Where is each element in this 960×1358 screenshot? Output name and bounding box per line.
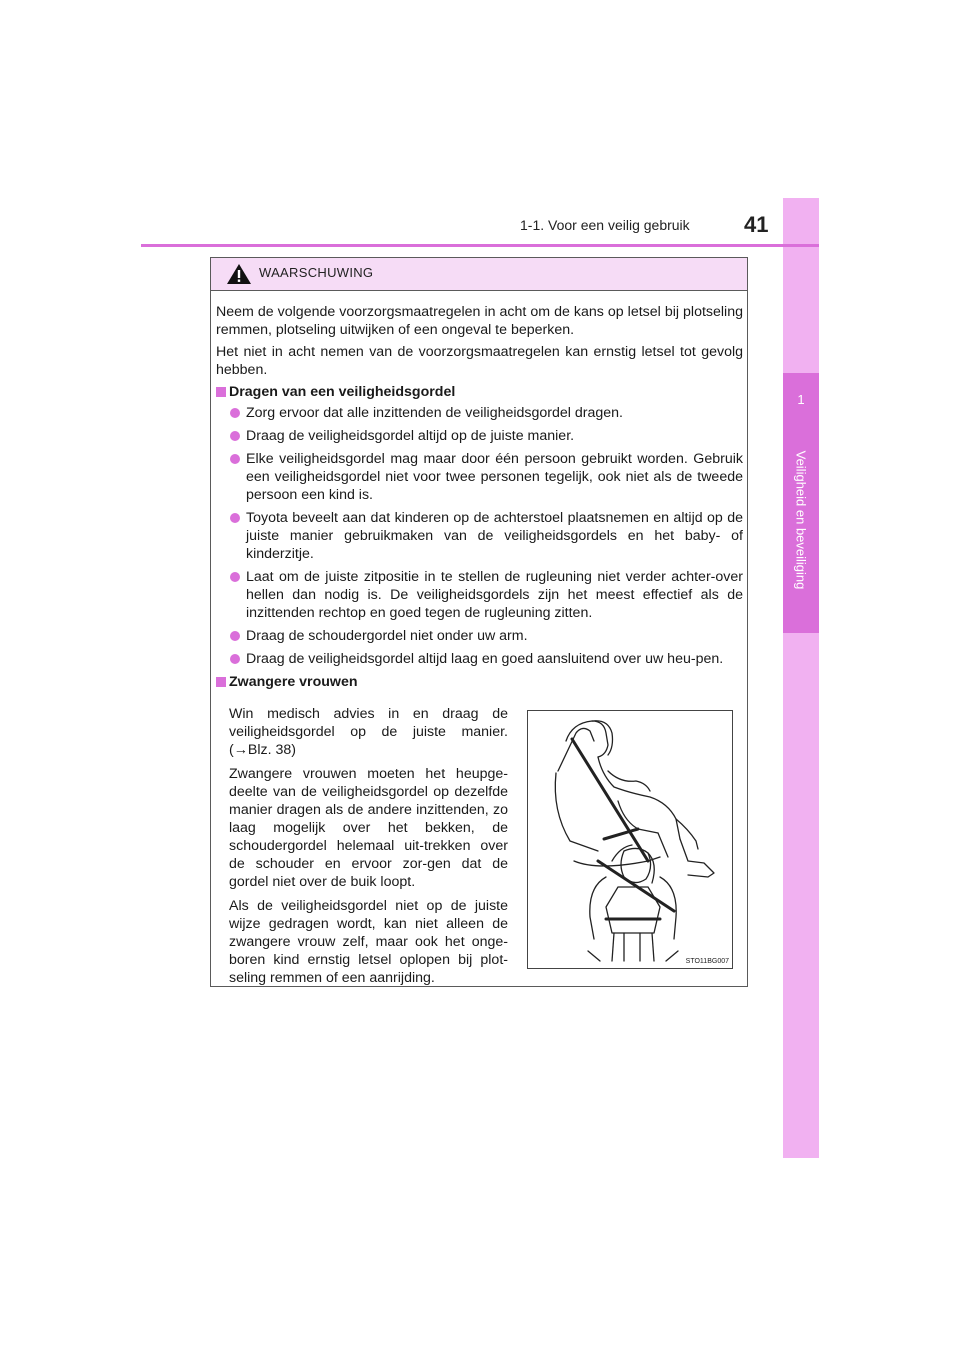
list-item: Elke veiligheidsgordel mag maar door één persoon gebruikt worden. Gebruik een veiligheidsgordel niet voor twee personen tegelijk, ook niet als de tweede persoon een kind is. — [216, 450, 743, 504]
list-item: Draag de veiligheidsgordel altijd laag en goed aansluitend over uw heu-pen. — [216, 650, 743, 668]
figure-code: STO11BG007 — [685, 958, 729, 965]
header-rule — [141, 244, 819, 247]
pregnant-women-text — [229, 705, 508, 993]
section-heading: Zwangere vrouwen — [216, 673, 743, 691]
list-item: Laat om de juiste zitpositie in te stellen de rugleuning niet verder achter-over hellen dan nodig is. De veiligheidsgordels zijn het meest effectief als de inzittenden rechtop en goed tegen de rugleuning zitten. — [216, 568, 743, 622]
paragraph: Als de veiligheidsgordel niet op de juiste wijze gedragen wordt, kan niet alleen de zwangere vrouw zelf, maar ook het onge-boren kind ernstig letsel oplopen bij plot-seling remmen of een aanrijding. — [229, 898, 508, 986]
list-item: Toyota beveelt aan dat kinderen op de achterstoel plaatsnemen en altijd op de juiste manier gebruikmaken van de veiligheidsgordels en het baby- of kinderzitje. — [216, 509, 743, 563]
paragraph: Win medisch advies in en draag de veiligheidsgordel op de juiste manier. (→Blz. 38) — [229, 706, 508, 758]
bullet-dot-icon — [230, 513, 240, 523]
square-bullet-icon — [216, 677, 226, 687]
bullet-dot-icon — [230, 631, 240, 641]
bullet-dot-icon — [230, 572, 240, 582]
square-bullet-icon — [216, 387, 226, 397]
list-item: Zorg ervoor dat alle inzittenden de veiligheidsgordel dragen. — [216, 404, 743, 422]
warning-title: WAARSCHUWING — [259, 265, 374, 280]
list-item: Draag de veiligheidsgordel altijd op de juiste manier. — [216, 427, 743, 445]
warning-header — [211, 258, 747, 291]
chapter-title: Veiligheid en beveiliging — [793, 450, 809, 590]
section-title: 1-1. Voor een veilig gebruik — [520, 217, 690, 233]
section-heading: Dragen van een veiligheidsgordel — [216, 383, 743, 401]
intro-paragraph: Het niet in acht nemen van de voorzorgsmaatregelen kan ernstig letsel tot gevolg hebben. — [216, 344, 743, 378]
warning-content — [216, 303, 743, 694]
intro-paragraph: Neem de volgende voorzorgsmaatregelen in acht om de kans op letsel bij plotseling remmen, plotseling uitwijken of een ongeval te beperken. — [216, 304, 743, 338]
list-item: Draag de schoudergordel niet onder uw arm. — [216, 627, 743, 645]
bullet-dot-icon — [230, 408, 240, 418]
paragraph: Zwangere vrouwen moeten het heupge-deelte van de veiligheidsgordel op dezelfde manier dragen als de andere inzittenden, zo laag mogelijk over het bekken, de schoudergordel helemaal uit-trekken over de schouder en ervoor zor-gen dat de gordel niet over de buik loopt. — [229, 766, 508, 890]
page-number: 41 — [744, 212, 769, 237]
pregnant-woman-seatbelt-image — [528, 711, 732, 968]
seatbelt-illustration — [527, 710, 733, 969]
chapter-number: 1 — [797, 392, 805, 407]
side-tab-strip — [783, 198, 819, 1158]
warning-triangle-icon — [226, 263, 252, 285]
warning-box — [210, 257, 748, 987]
bullet-dot-icon — [230, 654, 240, 664]
bullet-dot-icon — [230, 454, 240, 464]
bullet-dot-icon — [230, 431, 240, 441]
